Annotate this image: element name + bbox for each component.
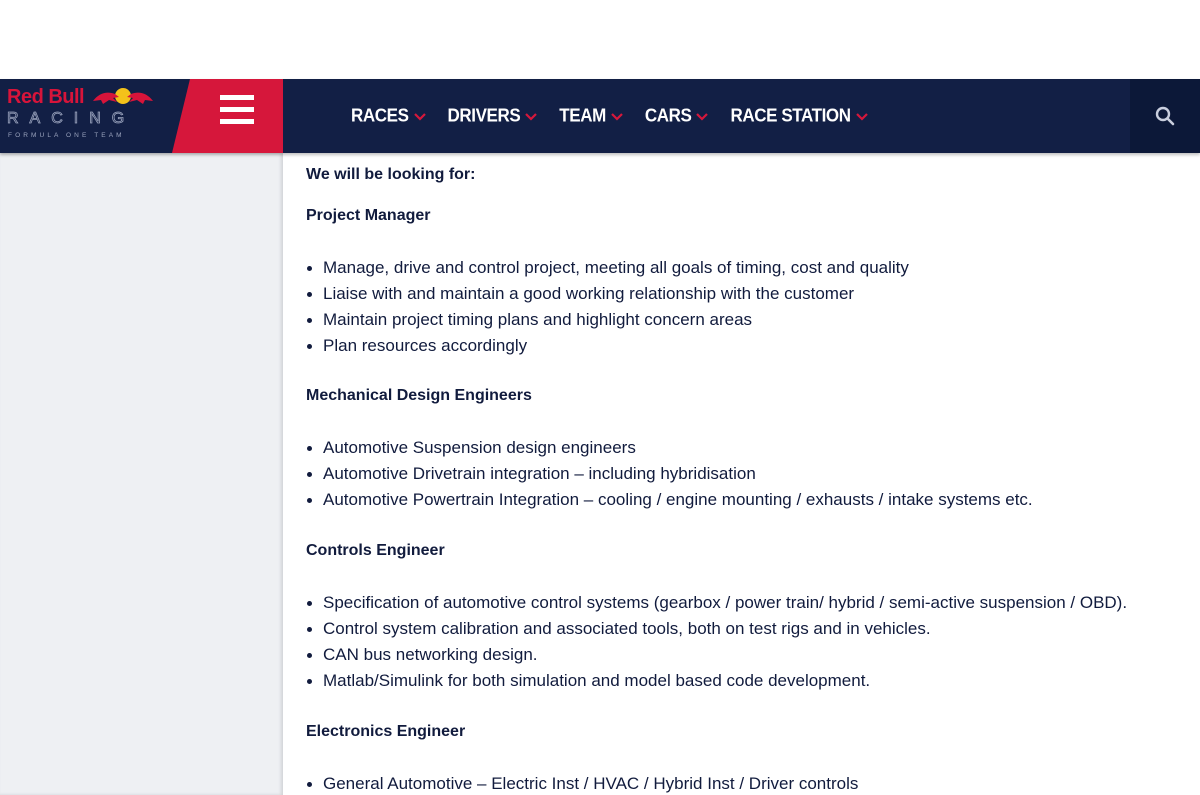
list-item: Automotive Drivetrain integration – including hybridisation [323,461,1200,487]
search-icon [1155,106,1175,126]
nav-item-label: RACE STATION [730,105,851,126]
list-item: Matlab/Simulink for both simulation and model based code development. [323,668,1200,694]
left-sidebar [0,153,283,795]
logo-wordmark: RACING [7,110,136,127]
primary-nav [351,79,890,153]
nav-item-label: DRIVERS [447,105,521,126]
logo-subline: FORMULA ONE TEAM [8,132,125,139]
list-item: Automotive Powertrain Integration – cooling / engine mounting / exhausts / intake systems etc. [323,487,1200,513]
list-item: Maintain project timing plans and highlight concern areas [323,307,1200,333]
list-item: Automotive Suspension design engineers [323,435,1200,461]
list-item: Control system calibration and associated tools, both on test rigs and in vehicles. [323,616,1200,642]
intro-heading: We will be looking for: [306,166,476,183]
nav-item-race-station[interactable] [730,106,867,126]
list-item: Plan resources accordingly [323,333,1200,359]
logo-brand-text: Red Bull [7,86,85,108]
nav-item-races[interactable] [351,106,426,126]
role-list-project-manager [306,255,1200,359]
nav-item-label: TEAM [559,105,606,126]
nav-item-label: CARS [644,105,692,126]
top-whitespace [0,0,1200,79]
role-title-controls-engineer: Controls Engineer [306,542,445,559]
list-item: Specification of automotive control systems (gearbox / power train/ hybrid / semi-active suspension / OBD). [323,590,1200,616]
nav-item-label: RACES [351,105,409,126]
list-item: General Automotive – Electric Inst / HVAC / Hybrid Inst / Driver controls [323,771,1200,795]
chevron-down-icon [525,113,537,121]
team-logo[interactable] [0,79,190,153]
list-item: Liaise with and maintain a good working relationship with the customer [323,281,1200,307]
hamburger-icon[interactable] [220,95,254,125]
job-listing-content [306,153,1200,795]
search-button[interactable] [1130,79,1200,153]
chevron-down-icon [856,113,868,121]
chevron-down-icon [696,113,708,121]
menu-toggle[interactable] [172,79,283,153]
role-list-mechanical-design [306,435,1200,513]
nav-item-drivers[interactable] [448,106,538,126]
role-list-controls-engineer [306,590,1200,694]
charging-bulls-icon [91,85,155,109]
list-item: CAN bus networking design. [323,642,1200,668]
nav-item-team[interactable] [559,106,623,126]
chevron-down-icon [414,113,426,121]
nav-item-cars[interactable] [645,106,709,126]
role-list-electronics-engineer [306,771,1200,795]
role-title-mechanical-design: Mechanical Design Engineers [306,387,532,404]
list-item: Manage, drive and control project, meeting all goals of timing, cost and quality [323,255,1200,281]
role-title-electronics-engineer: Electronics Engineer [306,723,466,740]
chevron-down-icon [611,113,623,121]
main-navbar [0,79,1200,153]
role-title-project-manager: Project Manager [306,207,431,224]
